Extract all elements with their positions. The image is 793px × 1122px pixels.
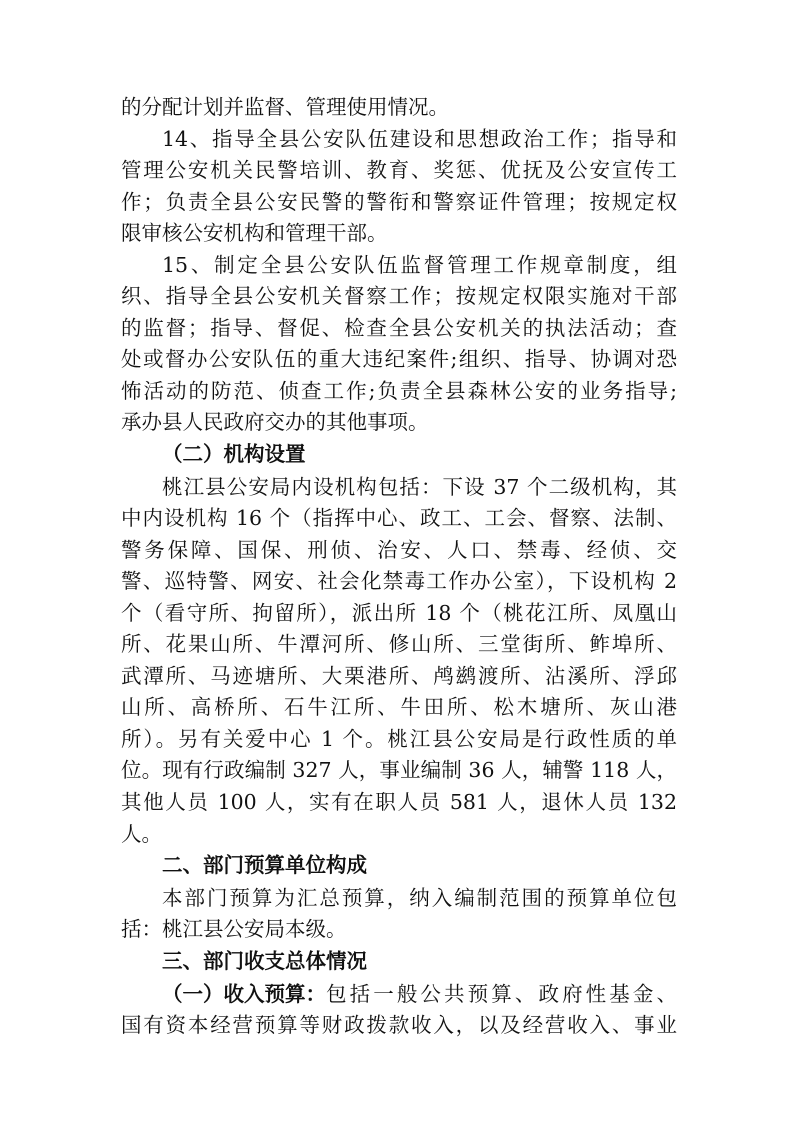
body-text-line: 所）。另有关爱中心 1 个。桃江县公安局是行政性质的单 — [121, 726, 677, 751]
body-text-line: 括：桃江县公安局本级。 — [121, 917, 347, 942]
body-text-line: 位。现有行政编制 327 人，事业编制 36 人，辅警 118 人， — [121, 758, 677, 783]
body-text-line: 限审核公安机构和管理干部。 — [121, 221, 388, 246]
body-text-line: 处或督办公安队伍的重大违纪案件;组织、指导、协调对恐 — [121, 347, 677, 372]
section-heading: 二、部门预算单位构成 — [162, 853, 367, 878]
body-text-line: 武潭所、马迹塘所、大栗港所、鸬鹚渡所、沾溪所、浮邱 — [121, 663, 677, 688]
body-text-line: 的分配计划并监督、管理使用情况。 — [121, 95, 449, 119]
body-text-line: 承办县人民政府交办的其他事项。 — [121, 410, 429, 435]
body-text-line: 管理公安机关民警培训、教育、奖惩、优抚及公安宣传工 — [121, 158, 677, 183]
body-text-line: 警、巡特警、网安、社会化禁毒工作办公室），下设机构 2 — [121, 569, 677, 594]
inline-heading: （一）收入预算： — [162, 981, 326, 1006]
body-text-line: 桃江县公安局内设机构包括：下设 37 个二级机构，其 — [162, 474, 677, 499]
body-text-line: 其他人员 100 人，实有在职人员 581 人，退休人员 132 — [121, 789, 677, 814]
body-text-line: 中内设机构 16 个（指挥中心、政工、工会、督察、法制、 — [121, 506, 677, 531]
body-text-fragment: 包括一般公共预算、政府性基金、 — [326, 981, 677, 1006]
body-text-line — [162, 977, 677, 1011]
body-text-line: 警务保障、国保、刑侦、治安、人口、禁毒、经侦、交 — [121, 537, 677, 562]
body-text-line: 作；负责全县公安民警的警衔和警察证件管理；按规定权 — [121, 189, 677, 214]
section-heading: （二）机构设置 — [162, 441, 306, 466]
body-text-line: 国有资本经营预算等财政拨款收入，以及经营收入、事业 — [121, 1013, 677, 1038]
body-text-line: 14、指导全县公安队伍建设和思想政治工作；指导和 — [162, 126, 677, 151]
body-text-line: 织、指导全县公安机关督察工作；按规定权限实施对干部 — [121, 284, 677, 309]
body-text-line: 本部门预算为汇总预算，纳入编制范围的预算单位包 — [162, 885, 677, 910]
body-text-line: 的监督；指导、督促、检查全县公安机关的执法活动；查 — [121, 315, 677, 340]
body-text-line: 人。 — [121, 821, 162, 846]
body-text-line: 所、花果山所、牛潭河所、修山所、三堂街所、鲊埠所、 — [121, 632, 677, 657]
section-heading: 三、部门收支总体情况 — [162, 949, 367, 974]
body-text-line: 15、制定全县公安队伍监督管理工作规章制度，组 — [162, 252, 677, 277]
body-text-line: 山所、高桥所、石牛江所、牛田所、松木塘所、灰山港 — [121, 695, 677, 720]
body-text-line: 个（看守所、拘留所），派出所 18 个（桃花江所、凤凰山 — [121, 600, 677, 625]
body-text-line: 怖活动的防范、侦查工作;负责全县森林公安的业务指导; — [121, 378, 677, 403]
